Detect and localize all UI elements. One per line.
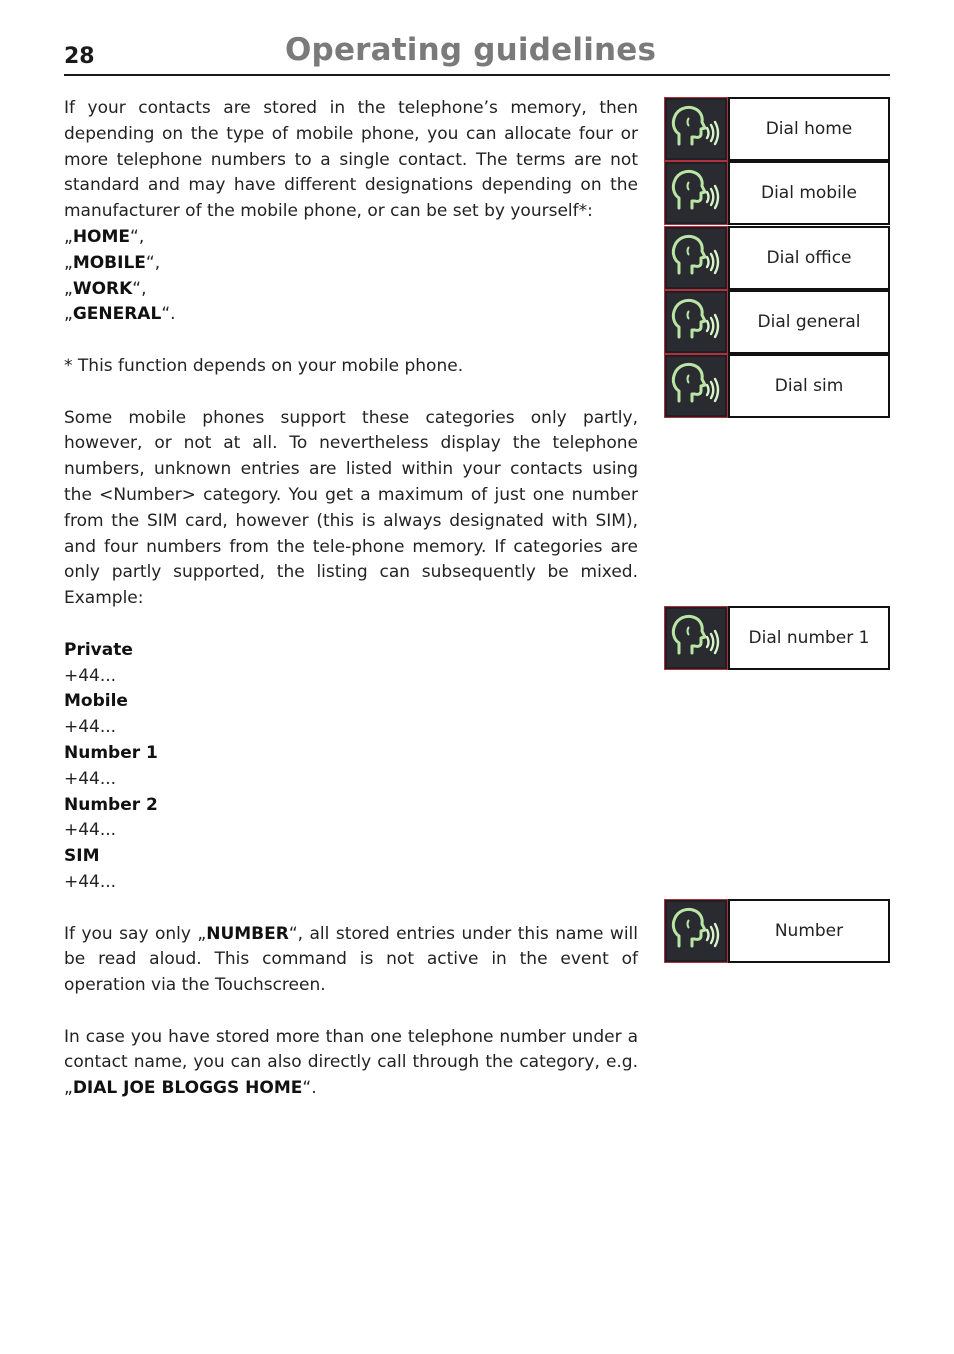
example-label-number2: Number 2	[64, 794, 158, 815]
example-label-mobile: Mobile	[64, 691, 128, 712]
intro-paragraph: If your contacts are stored in the telephone’s memory, then depending on the type of mobile phone, you can allocate four or more telephone numbers to a single contact. The terms are not standard and may have different designations depending on the manufacturer of the mobile phone, or can be set by yourself*:	[64, 98, 638, 222]
voice-command-label: Dial home	[728, 97, 890, 161]
voice-command-label: Dial office	[728, 226, 890, 290]
page-number: 28	[64, 44, 95, 69]
term-general: „GENERAL“.	[64, 304, 176, 325]
page-header	[64, 30, 890, 76]
footnote: * This function depends on your mobile phone.	[64, 355, 464, 376]
voice-command-dial-office[interactable]	[664, 226, 890, 290]
page-title: Operating guidelines	[285, 32, 657, 68]
voice-command-label: Number	[728, 899, 890, 963]
voice-command-label: Dial number 1	[728, 606, 890, 670]
term-mobile: „MOBILE“,	[64, 252, 161, 273]
example-value-number2: +44...	[64, 820, 117, 841]
example-label-sim: SIM	[64, 846, 100, 867]
voice-command-head-icon	[664, 899, 728, 963]
term-work: „WORK“,	[64, 278, 147, 299]
example-value-number1: +44...	[64, 768, 117, 789]
voice-command-number[interactable]	[664, 899, 890, 963]
example-value-sim: +44...	[64, 871, 117, 892]
number-paragraph: If you say only „NUMBER“, all stored entries under this name will be read aloud. This command is not active in the event of operation via the Touchscreen.	[64, 923, 638, 996]
voice-command-label: Dial sim	[728, 354, 890, 418]
voice-command-head-icon	[664, 354, 728, 418]
voice-command-dial-general[interactable]	[664, 290, 890, 354]
example-list	[64, 638, 638, 896]
voice-command-head-icon	[664, 290, 728, 354]
intro-section	[64, 96, 638, 1102]
voice-command-head-icon	[664, 161, 728, 225]
example-value-private: +44...	[64, 665, 117, 686]
voice-command-dial-number-1[interactable]	[664, 606, 890, 670]
example-label-private: Private	[64, 639, 133, 660]
direct-dial-paragraph: In case you have stored more than one telephone number under a contact name, you can also directly call through the category, e.g. „DIAL JOE BLOGGS HOME“.	[64, 1026, 638, 1099]
term-home: „HOME“,	[64, 226, 145, 247]
categories-paragraph: Some mobile phones support these categories only partly, however, or not at all. To nevertheless display the telephone numbers, unknown entries are listed within your contacts using the <Number> category. You get a maximum of just one number from the SIM card, however (this is always designated with SIM), and four numbers from the tele-phone memory. If categories are only partly supported, the listing can subsequently be mixed. Example:	[64, 407, 638, 609]
voice-command-dial-home[interactable]	[664, 97, 890, 161]
voice-command-label: Dial mobile	[728, 161, 890, 225]
voice-command-head-icon	[664, 226, 728, 290]
voice-command-dial-mobile[interactable]	[664, 161, 890, 225]
example-label-number1: Number 1	[64, 742, 158, 763]
voice-command-label: Dial general	[728, 290, 890, 354]
voice-command-head-icon	[664, 97, 728, 161]
voice-command-head-icon	[664, 606, 728, 670]
voice-command-dial-sim[interactable]	[664, 354, 890, 418]
example-value-mobile: +44...	[64, 717, 117, 738]
